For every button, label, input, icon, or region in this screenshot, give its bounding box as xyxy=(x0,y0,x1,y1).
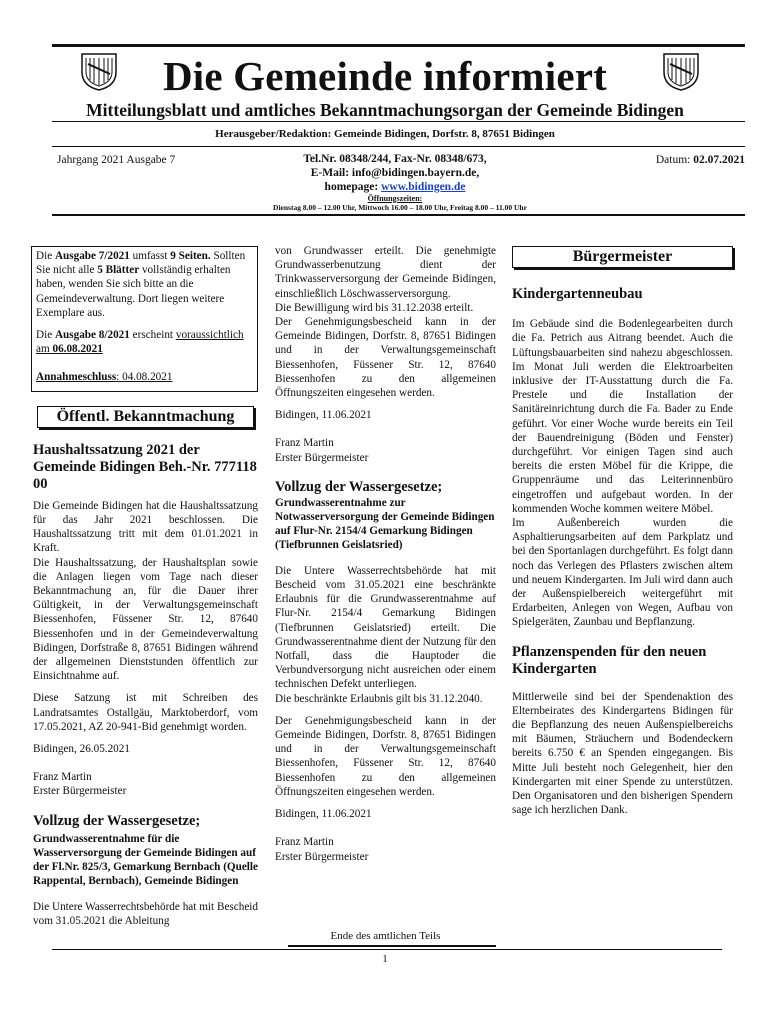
homepage-link[interactable]: www.bidingen.de xyxy=(381,181,466,193)
article-heading: Vollzug der Wassergesetze; xyxy=(33,812,201,829)
column-middle: von Grundwasser erteilt. Die genehmigte Grundwasserbenutzung dient der Trinkwasserversorgung der Gemeinde Bidingen, einschließlich Löschwasserversorgung. Die Bewilligung wird bis 31.12.2038 erteilt. Der Genehmigungsbescheid kann in der Gemeinde Bidingen, Dorfstr. 8, 87651 Bidingen und in der Verwaltungsgemeinschaft Biessenhofen, Füssener Str. 12, 87640 Biessenhofen zu den allgemeinen Öffnungszeiten eingesehen werden. Bidingen, 11.06.2021 Franz Martin Erster Bürgermeister Vollzug der Wassergesetze; Grundwasserentnahme zur Notwasserversorgung der Gemeinde Bidingen auf Flur-Nr. 2154/4 Gemarkung Bidingen (Tiefbrunnen Geislatsried) Die Untere Wasserrechtsbehörde hat mit Bescheid vom 31.05.2021 eine beschränkte Erlaubnis für die Grundwasserentnahme auf Flur-Nr. 2154/4 Gemarkung Bidingen (Tiefbrunnen Geislatsried) erteilt. Die Grundwasserentnahme dient der Nutzung für den Notfall, dass die Hauptoder die Verbundversorgung nicht ausreichen oder einem technischen Defekt unterliegen. Die beschränkte Erlaubnis gilt bis 31.12.2040. Der Genehmigungsbescheid kann in der Gemeinde Bidingen, Dorfstr. 8, 87651 Bidingen und in der Verwaltungsgemeinschaft Biessenhofen, Füssener Str. 12, 87640 Biessenhofen zu den allgemeinen Öffnungszeiten eingesehen werden. Bidingen, 11.06.2021 Franz Martin Erster Bürgermeister xyxy=(275,245,496,863)
top-rule xyxy=(52,44,745,47)
divider xyxy=(52,146,745,147)
page-number: 1 xyxy=(382,953,388,965)
phone-fax: Tel.Nr. 08348/244, Fax-Nr. 08348/673, xyxy=(303,153,487,165)
article-subheading: Grundwasserentnahme zur Notwasserversorgung der Gemeinde Bidingen auf Flur-Nr. 2154/4 Gemarkung Bidingen (Tiefbrunnen Geislatsried) xyxy=(275,496,495,551)
opening-hours-heading: Öffnungszeiten: xyxy=(367,194,423,203)
page-subtitle: Mitteilungsblatt und amtliches Bekanntmachungsorgan der Gemeinde Bidingen xyxy=(86,100,684,120)
article-heading: Vollzug der Wassergesetze; xyxy=(275,478,443,495)
page-title: Die Gemeinde informiert xyxy=(162,53,608,99)
section-heading: Öffentl. Bekanntmachung xyxy=(37,406,254,428)
section-heading: Bürgermeister xyxy=(512,246,733,268)
issue-date: Datum: 02.07.2021 xyxy=(655,154,745,166)
article-subheading: Grundwasserentnahme für die Wasserversorgung der Gemeinde Bidingen auf der Fl.Nr. 825/3, Gemarkung Bernbach (Quelle Rappental, Bernbach), Gemeinde Bidingen xyxy=(33,832,258,887)
column-right: Bürgermeister Kindergartenneubau Im Gebäude sind die Bodenlegearbeiten durch die Fa. Petrich aus Aitrang beendet. Auch die Lüftungsbauarbeiten sind nahezu abgeschlossen. Im Monat Juli werden die Elektroarbeiten inklusive der IT-Ausstattung durch die Fa. Prestele und die Installation der Sanitäreinrichtung durch die Fa. Bader zu Ende geführt. Vor einer Woche wurde bereits ein Teil der Bauendreinigung (Böden und Fenster) durchgeführt. Vor einigen Tagen sind auch bereits die ersten Möbel für die Krippe, die Gruppenräume und das Leiterinnenbüro eingetroffen und aufgebaut worden. In der kommenden Woche kommen weitere Möbel. Im Außenbereich wurden die Asphaltierungsarbeiten auf dem Parkplatz und bei den Sportanlagen durchgeführt. Es folgt dann noch das Verlegen des Pflasters zwischen altem und neuem Kindergarten. Im Juli wird dann auch der Außenspielbereich weitergeführt mit Erdarbeiten, Anlegen von Wegen, Aufbau von Spielgeräten, Zaunbau und Bepflanzung. Pflanzenspenden für den neuen Kindergarten Mittlerweile sind bei der Spendenaktion des Elternbeirates des Kindergartens Bidingen für die Bepflanzung des neuen Außenspielbereichs mit Bäumen, Sträuchern und Bodendeckern bereits 6.750 € an Spenden eingegangen. Bis Mitte Juli besteht noch Gelegenheit, hier den Kindergarten mit einer Spende zu unterstützen. Den Organisatoren und den bisherigen Spendern sage ich herzlichen Dank. xyxy=(512,248,733,817)
footer-rule xyxy=(52,949,722,950)
column-left: Die Ausgabe 7/2021 umfasst 9 Seiten. Sollten Sie nicht alle 5 Blätter vollständig erhalten haben, wenden Sie sich bitte an die Gemeindeverwaltung. Dort liegen weitere Exemplare aus. Die Ausgabe 8/2021 erscheint voraussichtlich am 06.08.2021 Annahmeschluss: 04.08.2021 Öffentl. Bekanntmachung Haushaltssatzung 2021 der Gemeinde Bidingen Beh.-Nr. 777118 00 Die Gemeinde Bidingen hat die Haushaltssatzung für das Jahr 2021 beschlossen. Die Haushaltssatzung tritt mit dem 01.01.2021 in Kraft. Die Haushaltssatzung, der Haushaltsplan sowie die Anlagen liegen vom Tage nach dieser Bekanntmachung an, für die Dauer ihrer Gültigkeit, in der Verwaltungsgemeinschaft Biessenhofen, Füssener Str. 12, 87640 Biessenhofen und in der Gemeindeverwaltung Bidingen, Dorfstraße 8, 87651 Bidingen während der allgemeinen Dienststunden öffentlich zur Einsichtnahme auf. Diese Satzung ist mit Schreiben des Landratsamtes Ostallgäu, Marktoberdorf, vom 17.05.2021, AZ 20-941-Bid genehmigt worden. Bidingen, 26.05.2021 Franz Martin Erster Bürgermeister Vollzug der Wassergesetze; Grundwasserentnahme für die Wasserversorgung der Gemeinde Bidingen auf der Fl.Nr. 825/3, Gemarkung Bernbach (Quelle Rappental, Bernbach), Gemeinde Bidingen Die Untere Wasserrechtsbehörde hat mit Bescheid vom 31.05.2021 die Ableitung xyxy=(33,246,258,936)
end-official-part: Ende des amtlichen Teils xyxy=(330,930,441,942)
divider xyxy=(52,121,745,122)
article-heading: Haushaltssatzung 2021 der Gemeinde Bidingen Beh.-Nr. 777118 00 xyxy=(33,441,257,492)
publisher-line: Herausgeber/Redaktion: Gemeinde Bidingen, Dorfstr. 8, 87651 Bidingen xyxy=(215,128,555,140)
divider xyxy=(52,214,745,216)
opening-hours: Dienstag 8.00 – 12.00 Uhr, Mittwoch 16.00 – 18.00 Uhr, Freitag 8.00 – 11.00 Uhr xyxy=(273,203,527,212)
issue-info-box: Die Ausgabe 7/2021 umfasst 9 Seiten. Sollten Sie nicht alle 5 Blätter vollständig erhalten haben, wenden Sie sich bitte an die Gemeindeverwaltung. Dort liegen weitere Exemplare aus. Die Ausgabe 8/2021 erscheint voraussichtlich am 06.08.2021 Annahmeschluss: 04.08.2021 xyxy=(31,246,258,392)
article-heading: Pflanzenspenden für den neuen Kindergarten xyxy=(512,643,707,677)
divider xyxy=(288,945,496,947)
contact-block xyxy=(250,152,540,194)
edition-info: Jahrgang 2021 Ausgabe 7 xyxy=(57,154,176,166)
homepage: homepage: www.bidingen.de xyxy=(324,181,466,193)
article-heading: Kindergartenneubau xyxy=(512,286,643,303)
email: E-Mail: info@bidingen.bayern.de, xyxy=(310,167,480,179)
